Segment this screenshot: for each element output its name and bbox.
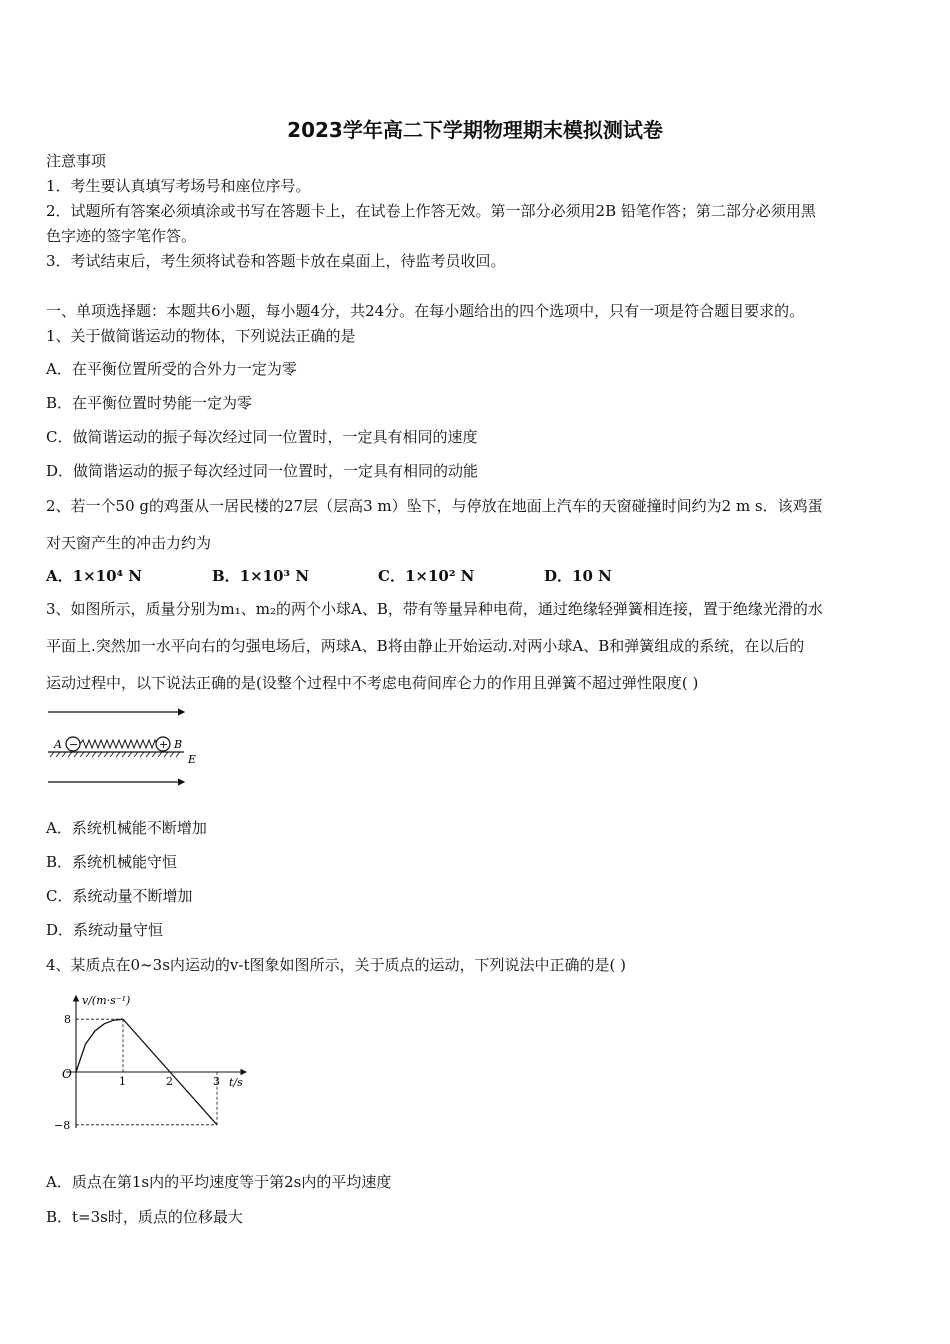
q4-option-b: B．t=3s时，质点的位移最大	[46, 1208, 243, 1226]
q4-vt-chart	[46, 988, 266, 1138]
q2-option-a: A．1×10⁴ N	[46, 567, 143, 585]
q3-option-d: D．系统动量守恒	[46, 921, 164, 939]
ball-b-sign: +	[159, 738, 169, 751]
q2-options	[46, 566, 612, 586]
notice-2: 2．试题所有答案必须填涂或书写在答题卡上，在试卷上作答无效。第一部分必须用2B 铅笔作答；第二部分必须用黑	[46, 202, 816, 220]
q1-option-b: B．在平衡位置时势能一定为零	[46, 394, 253, 412]
y-tick-label: −8	[54, 1118, 71, 1132]
label-a: A	[54, 738, 62, 751]
notice-3: 3．考试结束后，考生须将试卷和答题卡放在桌面上，待监考员收回。	[46, 252, 506, 270]
notice-heading: 注意事项	[46, 152, 107, 170]
q2-stem-2: 对天窗产生的冲击力约为	[46, 534, 212, 552]
y-tick-label: 8	[64, 1013, 71, 1027]
q1-option-a: A．在平衡位置所受的合外力一定为零	[46, 360, 297, 378]
q3-option-b: B．系统机械能守恒	[46, 853, 178, 871]
q4-stem: 4、某质点在0~3s内运动的v-t图象如图所示，关于质点的运动，下列说法中正确的是( )	[46, 956, 626, 974]
series-curve	[76, 1019, 123, 1072]
q3-figure	[46, 700, 206, 790]
x-tick-label: 2	[166, 1075, 173, 1088]
q1-option-c: C．做简谐运动的振子每次经过同一位置时，一定具有相同的速度	[46, 428, 478, 446]
q4-option-a: A．质点在第1s内的平均速度等于第2s内的平均速度	[46, 1173, 392, 1191]
y-axis-label: v/(m·s⁻¹)	[82, 994, 131, 1007]
q2-option-b: B．1×10³ N	[212, 567, 310, 585]
x-axis-label: t/s	[229, 1076, 243, 1089]
q1-option-d: D．做简谐运动的振子每次经过同一位置时，一定具有相同的动能	[46, 462, 479, 480]
label-b: B	[174, 738, 183, 751]
q3-stem-1: 3、如图所示，质量分别为m₁、m₂的两个小球A、B，带有等量异种电荷，通过绝缘轻弹簧相连接，置于绝缘光滑的水	[46, 600, 823, 618]
q3-option-a: A．系统机械能不断增加	[46, 819, 207, 837]
q2-option-d: D．10 N	[544, 567, 612, 585]
notice-1: 1．考生要认真填写考场号和座位序号。	[46, 177, 311, 195]
spring	[80, 740, 161, 748]
x-tick-label: 1	[119, 1075, 126, 1088]
q3-stem-3: 运动过程中，以下说法正确的是(设整个过程中不考虑电荷间库仑力的作用且弹簧不超过弹性限度( )	[46, 674, 699, 692]
ball-a-sign: −	[69, 738, 79, 751]
page-title: 2023学年高二下学期物理期末模拟测试卷	[287, 118, 663, 142]
q1-stem: 1、关于做简谐运动的物体，下列说法正确的是	[46, 327, 356, 345]
q3-option-c: C．系统动量不断增加	[46, 887, 193, 905]
ground-hatch	[50, 752, 180, 757]
origin-label: O	[62, 1067, 72, 1081]
q2-stem-1: 2、若一个50 g的鸡蛋从一居民楼的27层（层高3 m）坠下，与停放在地面上汽车的天窗碰撞时间约为2 m s．该鸡蛋	[46, 497, 823, 515]
q3-stem-2: 平面上.突然加一水平向右的匀强电场后，两球A、B将由静止开始运动.对两小球A、B和弹簧组成的系统，在以后的	[46, 637, 805, 655]
x-tick-label: 3	[213, 1075, 220, 1088]
section-heading: 一、单项选择题：本题共6小题，每小题4分，共24分。在每小题给出的四个选项中，只有一项是符合题目要求的。	[46, 302, 805, 320]
notice-2-cont: 色字迹的签字笔作答。	[46, 227, 197, 245]
label-e: E	[188, 753, 197, 766]
q2-option-c: C．1×10² N	[378, 567, 475, 585]
